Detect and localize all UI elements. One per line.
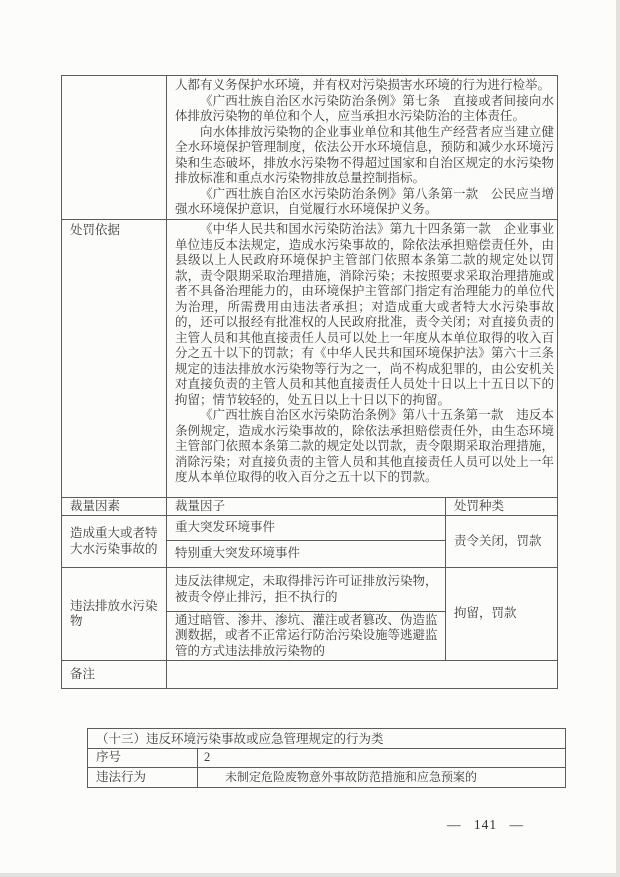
- serial-number-label: 序号: [88, 749, 198, 768]
- paragraph: 《广西壮族自治区水污染防治条例》第七条 直接或者间接向水体排放污染物的单位和个人，应当承担水污染防治的主体责任。: [175, 93, 555, 123]
- factor-evade-supervision: 通过暗管、渗井、渗坑、灌注或者篡改、伪造监测数据，或者不正常运行防治污染设施等逃避监管的方式违法排放污染物的: [167, 612, 446, 661]
- paragraph: 《中华人民共和国水污染防治法》第九十四条第一款 企业事业单位违反本法规定，造成水污染事故的，除依法承担赔偿责任外，由县级以上人民政府环境保护主管部门依照本条第二款的规定处以罚款，责令限期采取治理措施，消除污染；未按照要求采取治理措施或者不具备治理能力的，由环境保护主管部门指定有治理能力的单位代为治理，所需费用由违法者承担；对造成重大或者特大水污染事故的，还可以报经有批准权的人民政府批准，责令关闭；对直接负责的主管人员和其他直接责任人员可以处上一年度从本单位取得的收入百分之五十以下的罚款；有《中华人民共和国环境保护法》第六十三条规定的违法排放水污染物等行为之一，尚不构成犯罪的，由公安机关对直接负责的主管人员和其他直接责任人员处十日以上十五日以下的拘留；情节较轻的，处五日以上十日以下的拘留。: [175, 222, 555, 407]
- table-row: [62, 76, 558, 220]
- penalty-regulation-table: [61, 75, 558, 689]
- penalty-basis-label: 处罚依据: [62, 220, 167, 498]
- category-title: （十三）违反环境污染事故或应急管理规定的行为类: [88, 729, 566, 749]
- remark-label: 备注: [62, 661, 167, 689]
- paragraph: 《广西壮族自治区水污染防治条例》第八十五条第一款 违反本条例规定，造成水污染事故的，除依法承担赔偿责任外，由生态环境主管部门依照本条第二款的规定处以罚款，责令限期采取治理措施，消除污染；对直接负责的主管人员和其他直接责任人员可以处上一年度从本单位取得的收入百分之五十以下的罚款。: [175, 408, 555, 484]
- page-number: — 141 —: [447, 817, 524, 832]
- paragraph: 人都有义务保护水环境，并有权对污染损害水环境的行为进行检举。: [175, 78, 551, 92]
- table-row: [88, 729, 566, 749]
- table-row: [62, 220, 558, 498]
- penalty-detention-fine: 拘留，罚款: [446, 568, 558, 661]
- table-row: [88, 749, 566, 768]
- remark-value: [167, 661, 558, 689]
- penalty-close-fine: 责令关闭，罚款: [446, 516, 558, 568]
- continuation-content-cell: [167, 76, 558, 220]
- table-row: [88, 768, 566, 788]
- serial-number-value: 2: [198, 749, 566, 768]
- factor-type-major-accident: 造成重大或者特大水污染事故的: [62, 516, 167, 568]
- discretion-factor-header: 裁量因子: [167, 498, 446, 516]
- table-row: [62, 516, 558, 541]
- violation-act-label: 违法行为: [88, 768, 198, 788]
- penalty-basis-content: [167, 220, 558, 498]
- discretion-factor-type-header: 裁量因素: [62, 498, 167, 516]
- factor-type-illegal-discharge: 违法排放水污染物: [62, 568, 167, 661]
- table-row: [62, 568, 558, 612]
- factor-major-event: 重大突发环境事件: [167, 516, 446, 541]
- violation-category-table: [87, 728, 566, 788]
- violation-act-value: 未制定危险废物意外事故防范措施和应急预案的: [198, 768, 566, 788]
- table-row: [62, 661, 558, 689]
- factor-extreme-event: 特别重大突发环境事件: [167, 541, 446, 568]
- continuation-label-cell: [62, 76, 167, 220]
- penalty-type-header: 处罚种类: [446, 498, 558, 516]
- paragraph: 向水体排放污染物的企业事业单位和其他生产经营者应当建立健全水环境保护管理制度，依法公开水环境信息，预防和减少水环境污染和生态破坏，排放水污染物不得超过国家和自治区规定的水污染物排放标准和重点水污染物排放总量控制指标。: [175, 124, 555, 185]
- factor-no-permit: 违反法律规定，未取得排污许可证排放污染物，被责令停止排污，拒不执行的: [167, 568, 446, 612]
- table-row: [62, 498, 558, 516]
- paragraph: 《广西壮族自治区水污染防治条例》第八条第一款 公民应当增强水环境保护意识，自觉履行水环境保护义务。: [175, 186, 555, 216]
